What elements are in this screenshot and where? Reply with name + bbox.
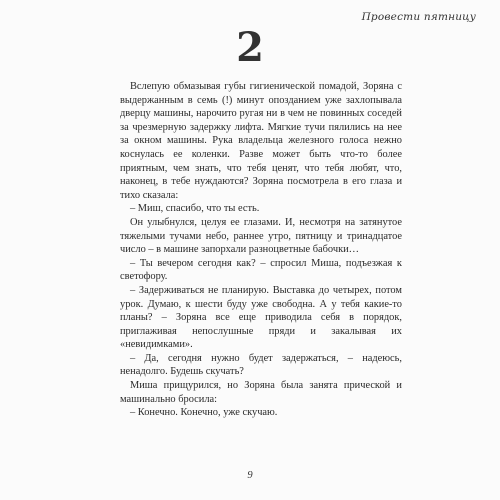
paragraph: Миша прищурился, но Зоряна была занята прической и машинально бросила: [120,380,402,405]
paragraph: – Ты вечером сегодня как? – спросил Миша, подъезжая к светофору. [120,257,402,283]
body-text [120,80,402,420]
chapter-number: 2 [236,24,264,71]
paragraph: Он улыбнулся, целуя ее глазами. И, несмотря на затянутое тяжелыми тучами небо, раннее утро, пятницу и тринадцатое число – в машине запорхали разноцветные бабочки… [120,216,402,256]
paragraph: – Миш, спасибо, что ты есть. [130,203,260,215]
paragraph: – Задерживаться не планирую. Выставка до четырех, потом урок. Думаю, к шести буду уже свободна. А у тебя какие-то планы? – Зоряна все еще приводила себя в порядок, приглаживая непослушные пряди и закалывая их «невидимками». [120,284,402,351]
paragraph: – Конечно. Конечно, уже скучаю. [130,407,278,419]
paragraph: – Да, сегодня нужно будет задержаться, – надеюсь, ненадолго. Будешь скучать? [120,352,402,378]
paragraph: Вслепую обмазывая губы гигиенической помадой, Зоряна с выдержанным в семь (!) минут опозданием уже захлопывала дверцу машины, нарочито ругая ни в чем не повинных соседей за чрезмерную задержку лифта. Мягкие тучи пялились на нее за окном машины. Рука владельца железного голоса нежно коснулась ее коленки. Разве может быть что-то более приятным, чем знать, что тебя ценят, что тебя любят, что, наконец, в тебе нуждаются? Зоряна посмотрела в его глаза и тихо сказала: [120,81,402,201]
page-number: 9 [247,470,253,481]
running-head: Провести пятницу [361,11,476,23]
